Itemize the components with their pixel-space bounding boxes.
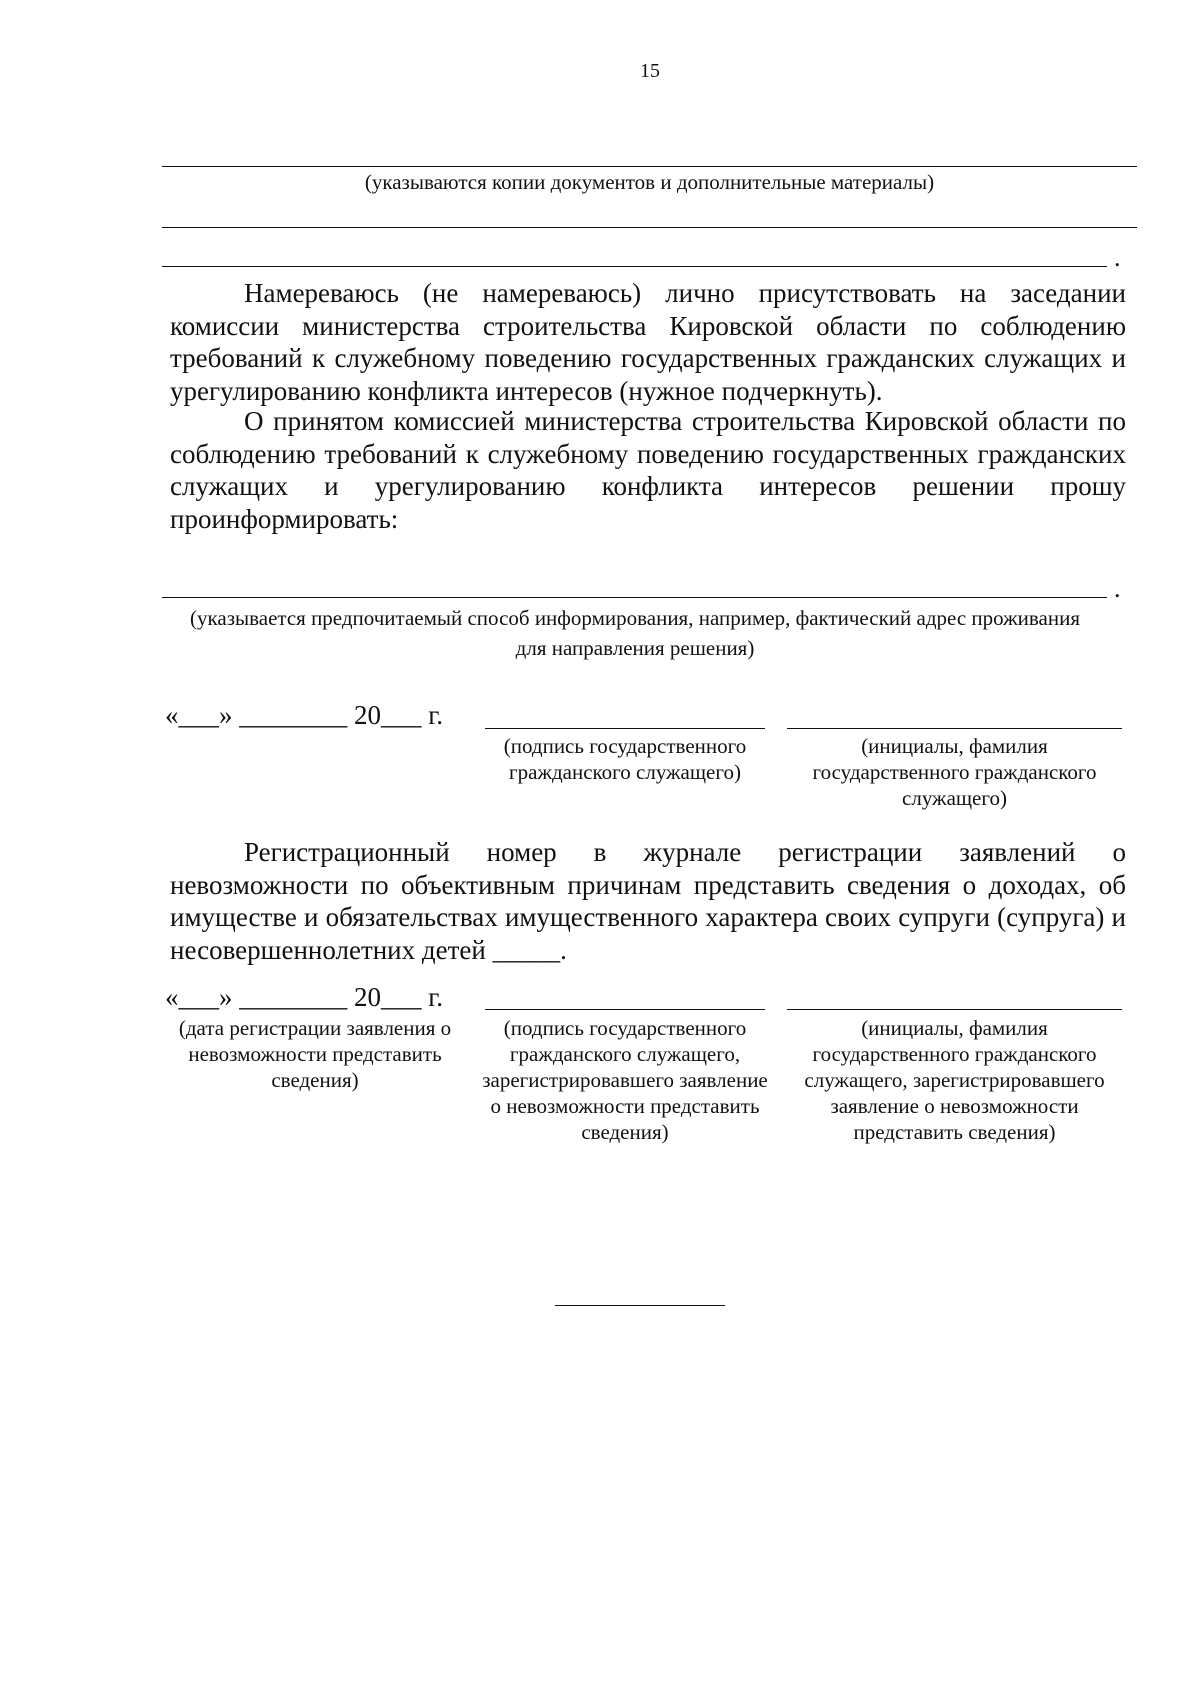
date-month-1: ________ (239, 700, 348, 730)
materials-line-3 (162, 266, 1107, 267)
paragraph-attend-text: Намереваюсь (не намереваюсь) лично присутствовать на заседании комиссии министерства строительства Кировской области по соблюдению требований к служебному поведению государственных гражданских служащих и урегулированию конфликта интересов (нужное подчеркнуть). (170, 278, 1126, 406)
date-caption-2: (дата регистрации заявления о невозможности представить сведения) (178, 1016, 452, 1092)
materials-end-dot: . (1114, 243, 1121, 272)
page-number: 15 (640, 60, 660, 82)
date-line-2 (165, 982, 443, 1013)
date-month-2: ________ (239, 982, 348, 1012)
date-year-2: 20___ г. (354, 982, 444, 1012)
signature-caption-1: (подпись государственного гражданского служащего) (503, 734, 747, 784)
closing-rule (555, 1305, 725, 1306)
name-line-1 (787, 728, 1122, 729)
inform-note: (указывается предпочитаемый способ информирования, например, фактический адрес проживания для направления решения) (190, 606, 1080, 660)
paragraph-inform (170, 405, 1126, 535)
signature-caption-2: (подпись государственного гражданского служащего, зарегистрировавшего заявление о невозможности представить сведения) (482, 1016, 768, 1144)
materials-line-1 (162, 166, 1137, 167)
date-line-1 (165, 700, 443, 731)
paragraph-inform-text: О принятом комиссией министерства строительства Кировской области по соблюдению требований к служебному поведению государственных гражданских служащих и урегулированию конфликта интересов решении прошу проинформировать: (170, 406, 1126, 534)
signature-line-1 (485, 728, 765, 729)
materials-note: (указываются копии документов и дополнительные материалы) (364, 170, 935, 194)
paragraph-registration-text: Регистрационный номер в журнале регистрации заявлений о невозможности по объективным причинам представить сведения о доходах, об имуществе и обязательствах имущественного характера своих супруги (супруга) и несовершеннолетних детей _____. (170, 837, 1126, 965)
inform-end-dot: . (1114, 574, 1121, 603)
signature-line-2 (485, 1009, 765, 1010)
paragraph-registration (170, 836, 1126, 966)
date-day-1: «___» (165, 700, 233, 730)
date-day-2: «___» (165, 982, 233, 1012)
name-line-2 (787, 1009, 1122, 1010)
name-caption-2: (инициалы, фамилия государственного гражданского служащего, зарегистрировавшего заявление о невозможности представить сведения) (804, 1016, 1105, 1144)
inform-method-line (162, 597, 1107, 598)
paragraph-attend (170, 277, 1126, 407)
materials-line-2 (162, 227, 1137, 228)
name-caption-1: (инициалы, фамилия государственного гражданского служащего) (812, 734, 1097, 810)
date-year-1: 20___ г. (354, 700, 444, 730)
